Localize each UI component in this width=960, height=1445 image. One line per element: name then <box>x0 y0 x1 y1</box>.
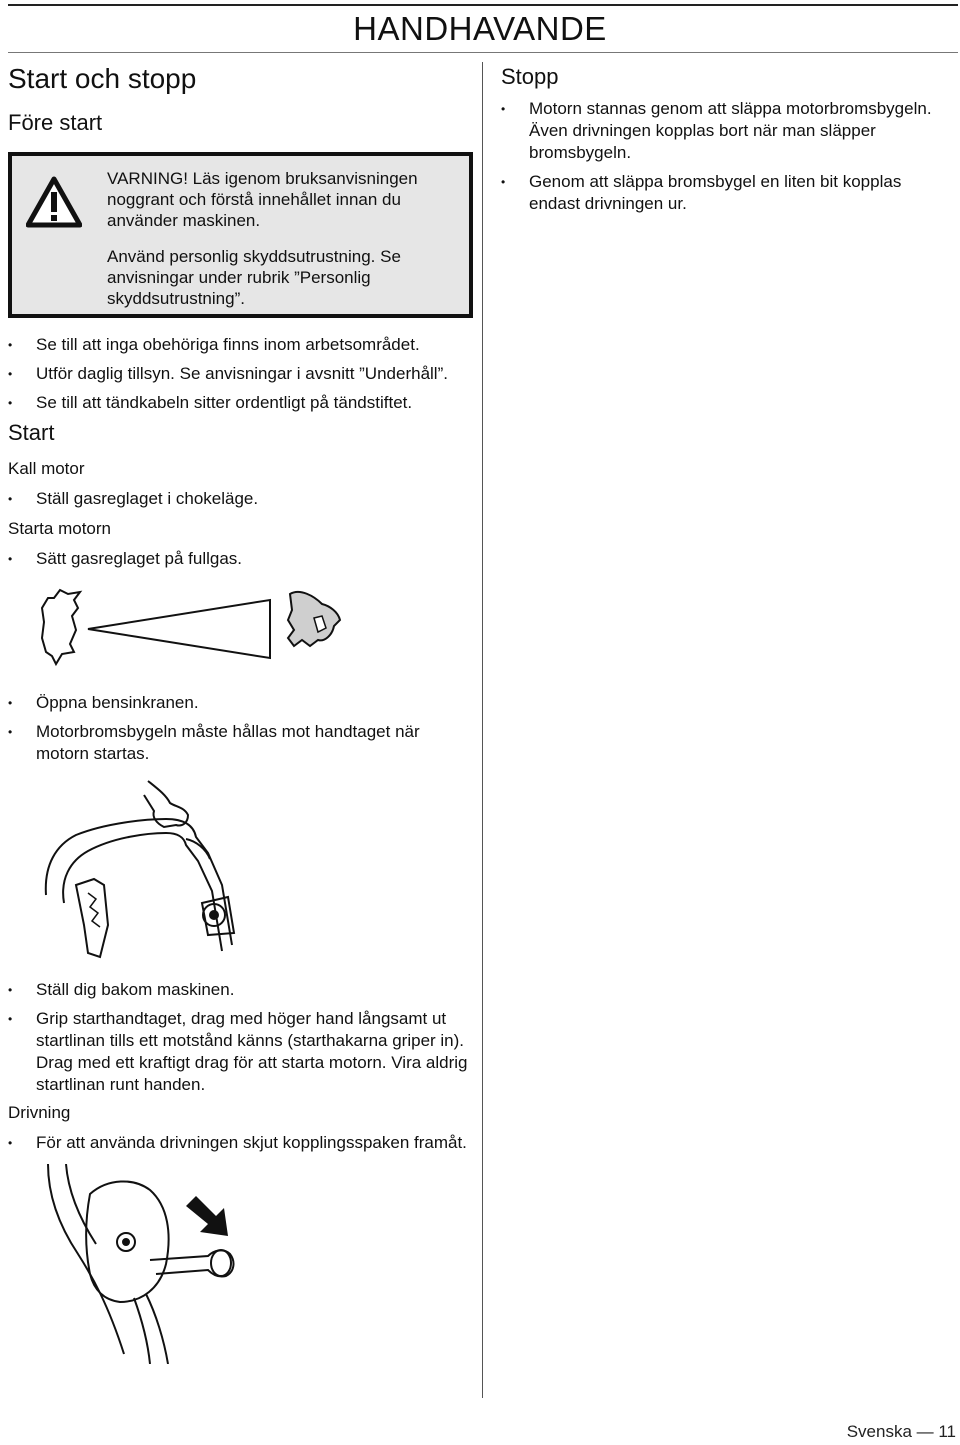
list-item: • Ställ gasreglaget i chokeläge. <box>8 488 473 510</box>
list-item: • Sätt gasreglaget på fullgas. <box>8 548 473 570</box>
clutch-lever-figure <box>38 1164 278 1364</box>
right-column <box>501 62 956 215</box>
list-item: • Se till att tändkabeln sitter ordentligt på tändstiftet. <box>8 392 473 414</box>
stopp-list <box>501 98 956 215</box>
turtle-icon <box>42 590 80 664</box>
hare-icon <box>288 592 340 646</box>
drivning-list <box>8 1132 473 1154</box>
starta-motorn-heading: Starta motorn <box>8 519 111 538</box>
arrow-down-right-icon <box>186 1196 228 1236</box>
list-item: • Motorbromsbygeln måste hållas mot handtaget när motorn startas. <box>8 721 473 765</box>
kall-motor-heading: Kall motor <box>8 459 85 478</box>
starta-motorn-list-2 <box>8 692 473 765</box>
kall-motor-list <box>8 488 473 510</box>
list-item: • Genom att släppa bromsbygel en liten bit kopplas endast drivningen ur. <box>501 171 956 215</box>
left-column <box>8 60 473 1364</box>
header-underline <box>8 52 958 53</box>
warning-subtext: Använd personlig skyddsutrustning. Se anvisningar under rubrik ”Personlig skyddsutrustning”. <box>107 247 401 308</box>
throttle-figure <box>38 586 358 672</box>
drivning-heading: Drivning <box>8 1103 71 1122</box>
warning-text: VARNING! Läs igenom bruksanvisningen noggrant och förstå innehållet innan du använder maskinen. <box>107 169 418 230</box>
fore-start-list <box>8 334 473 414</box>
starta-motorn-list-3 <box>8 979 473 1096</box>
header-rule <box>8 4 958 6</box>
stopp-heading: Stopp <box>501 64 559 89</box>
throttle-wedge <box>88 600 270 658</box>
list-item: • För att använda drivningen skjut kopplingsspaken framåt. <box>8 1132 473 1154</box>
warning-triangle-icon <box>26 176 82 228</box>
handle-outline <box>46 819 232 945</box>
clutch-lever <box>150 1250 233 1276</box>
list-item: • Öppna bensinkranen. <box>8 692 473 714</box>
page-header-title: HANDHAVANDE <box>353 10 607 47</box>
list-item: • Ställ dig bakom maskinen. <box>8 979 473 1001</box>
section-title: Start och stopp <box>8 63 197 94</box>
list-item: • Motorn stannas genom att släppa motorbromsbygeln. Även drivningen kopplas bort när man släpper bromsbygeln. <box>501 98 956 164</box>
list-item: • Utför daglig tillsyn. Se anvisningar i avsnitt ”Underhåll”. <box>8 363 473 385</box>
starta-motorn-list-1 <box>8 548 473 570</box>
warning-box <box>8 152 473 318</box>
fore-start-heading: Före start <box>8 110 103 135</box>
start-heading: Start <box>8 420 55 445</box>
list-item: • Grip starthandtaget, drag med höger hand långsamt ut startlinan tills ett motstånd känns (starthakarna griper in). Drag med ett kraftigt drag för att starta motorn. Vira aldrig startlinan runt handen. <box>8 1008 473 1096</box>
page-footer: Svenska — 11 <box>846 1422 956 1441</box>
list-item: • Se till att inga obehöriga finns inom arbetsområdet. <box>8 334 473 356</box>
column-divider <box>482 62 483 1398</box>
brake-bar-figure <box>36 775 296 963</box>
